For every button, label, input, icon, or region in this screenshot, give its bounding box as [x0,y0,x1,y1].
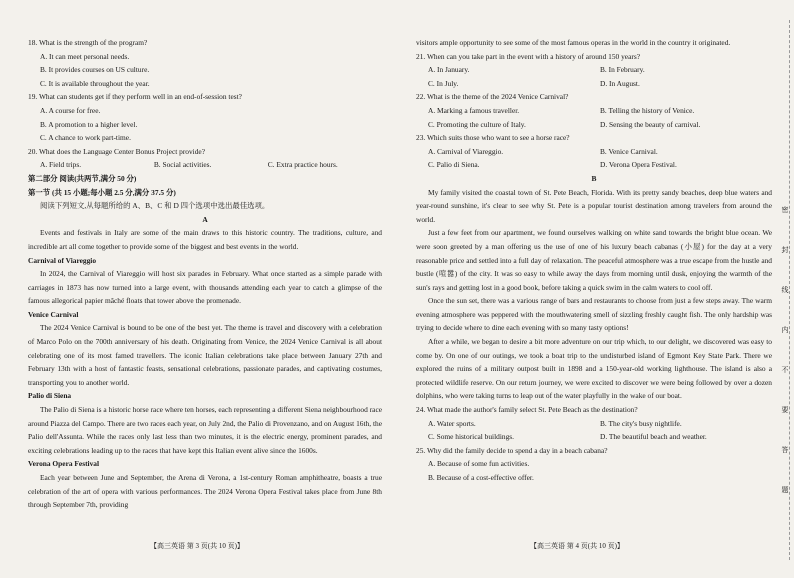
option: A. In January. [428,65,470,75]
side-char: 要 [781,406,789,414]
option: D. Verona Opera Festival. [600,160,677,170]
question-18: 18. What is the strength of the program? [28,38,148,47]
paragraph-verona: Each year between June and September, the Arena di Verona, a 1st-century Roman amphitheatre, boasts a true celebration of the art of opera with various performances. The 2024 Verona Opera Festival takes place from June 8th through September 7th, providing [28,473,382,510]
question-24: 24. What made the author's family select St. Pete Beach as the destination? [416,405,638,415]
passage-a-intro: Events and festivals in Italy are some of the main draws to this historic country. The traditions, culture, and incredible art all come together to provide some of the biggest and best events in the world. [28,228,382,251]
option: B. Social activities. [153,160,212,170]
passage-b-label: B [591,173,597,183]
option: B. Telling the history of Venice. [600,105,695,115]
option: D. In August. [600,78,640,88]
passage-b-paragraph-3: Once the sun set, there was a various range of bars and restaurants to choose from just a few steps away. The warm evening atmosphere was peppered with the mouthwatering smell of sizzling freshly caught fish. The only hardship was trying to decide where to dine each evening with so many tasty options! [416,296,772,333]
option: A. Because of some fun activities. [428,459,530,469]
section-one-heading: 第一节 (共 15 小题;每小题 2.5 分,满分 37.5 分) [28,187,176,197]
options-21 [416,63,772,77]
options-23 [416,158,772,172]
options-21 [416,77,772,91]
heading-viareggio: Carnival of Viareggio [28,255,97,265]
options-24 [416,430,772,444]
binding-notice [780,190,790,510]
paragraph-siena: The Palio di Siena is a historic horse race where ten horses, each representing a different Siena neighbourhood race around Piazza del Campo. There are two races each year, on July 2nd, the Palio di Provenzano, and on August 16th, the Palio dell'Assunta. While the races only last less than two minutes, it is the electric energy, prominent parades, and exciting celebrations leading up to the races that have kept this Italian event alive since the 1600s. [28,405,382,455]
passage-b-paragraph-2: Just a few feet from our apartment, we found ourselves walking on white sand towards the bright blue ocean. We were soon greeted by a man offering us the use of one of his luxury beach cabanas (小屋) for the day at a very reasonable price and settled into a full day of relaxation. The peaceful atmosphere was a true escape from the hustle and bustle (喧嚣) of the city. It was so easy to while away the days from morning until dusk, enjoying the warmth of the sun's rays and getting lost in a good book, before taking a quick swim in the calm waters to cool off. [416,228,772,292]
side-char: 内 [781,326,789,334]
side-char: 封 [781,246,789,254]
heading-siena: Palio di Siena [28,391,72,401]
options-22 [416,104,772,118]
passage-b-paragraph-4: After a while, we began to desire a bit more adventure on our trip which, to our delight, we discovered was easy to come by. On one of our outings, we took a boat trip to the undisturbed island of Egmont Key State Park. There we explored the ruins of a military outpost built in 1898 and a 150-year-old working lighthouse. The island is also a protected wildlife reserve. On our return journey, we were excited to discover we were being followed by over a dozen dolphins, who were taking turns to leap out of the water playfully in the wake of our boat. [416,337,772,401]
side-char: 题 [781,486,789,494]
right-column [416,36,772,485]
option: C. Extra practice hours. [267,160,338,170]
option: A. Marking a famous traveller. [428,105,520,115]
option: B. Venice Carnival. [600,146,658,156]
instructions: 阅读下列短文,从每题所给的 A、B、C 和 D 四个选项中选出最佳选项。 [40,201,270,211]
option: B. Because of a cost-effective offer. [428,473,534,482]
option: A. Water sports. [428,418,476,428]
passage-a-label: A [202,214,208,224]
option: A. It can meet personal needs. [40,51,130,61]
options-22 [416,118,772,132]
side-char: 答 [781,446,789,454]
question-21: 21. When can you take part in the event with a history of around 150 years? [416,51,640,61]
question-25: 25. Why did the family decide to spend a day in a beach cabana? [416,445,608,455]
question-23: 23. Which suits those who want to see a horse race? [416,133,570,143]
option: C. Some historical buildings. [428,432,515,442]
option: B. The city's busy nightlife. [600,418,682,428]
left-column [28,36,382,512]
option: C. Promoting the culture of Italy. [428,119,526,129]
paragraph-viareggio: In 2024, the Carnival of Viareggio will host six parades in February. What once started as a simple parade with carriages in 1873 has now turned into a large event, with thousands attending each year to catch a glimpse of the famous allegorical papier mâché floats that tower above the promenade. [28,269,382,306]
heading-verona: Verona Opera Festival [28,459,100,469]
options-23 [416,145,772,159]
option: B. It provides courses on US culture. [40,65,150,75]
options-24 [416,417,772,431]
option: C. A chance to work part-time. [40,133,131,143]
footer-page-4: 【高三英语 第 4 页(共 10 页)】 [530,542,624,550]
option: C. It is available throughout the year. [40,78,150,88]
question-22: 22. What is the theme of the 2024 Venice Carnival? [416,92,569,102]
paragraph-verona-continued: visitors ample opportunity to see some of the most famous operas in the world in the country it originated. [416,38,731,47]
question-20: 20. What does the Language Center Bonus Project provide? [28,146,205,156]
option: A. Carnival of Viareggio. [428,146,504,156]
option: D. The beautiful beach and weather. [600,432,707,442]
footer-page-3: 【高三英语 第 3 页(共 10 页)】 [150,542,244,550]
part-two-heading: 第二部分 阅读(共两节,满分 50 分) [28,173,137,183]
option: D. Sensing the beauty of carnival. [600,119,701,129]
paragraph-venice: The 2024 Venice Carnival is bound to be one of the best yet. The theme is travel and discovery with a celebration of Marco Polo on the 700th anniversary of his death. Originating from Venice, the 2024 Venice Carnival is all about celebrating one of its most famed travellers. The iconic Italian celebrations take place between January 27th and February 13th with a host of fantastic feasts, sensational celebrations, passionate parades, and captivating costumes, transporting you to another world. [28,323,382,387]
option: C. In July. [428,78,459,88]
option: B. In February. [600,65,645,75]
option: C. Palio di Siena. [428,160,480,170]
options-20 [28,158,382,172]
side-char: 密 [781,206,789,214]
question-19: 19. What can students get if they perform well in an end-of-session test? [28,92,242,102]
passage-b-paragraph-1: My family visited the coastal town of St. Pete Beach, Florida. With its pretty sandy beaches, deep blue waters and year-round sunshine, it's clear to see why St. Pete is a popular tourist destination among travelers from around the world. [416,187,772,224]
heading-venice: Venice Carnival [28,309,79,319]
option: A. Field trips. [40,160,82,170]
option: B. A promotion to a higher level. [40,119,138,129]
side-char: 不 [781,366,789,374]
option: A. A course for free. [40,105,101,115]
side-char: 线 [781,286,789,294]
